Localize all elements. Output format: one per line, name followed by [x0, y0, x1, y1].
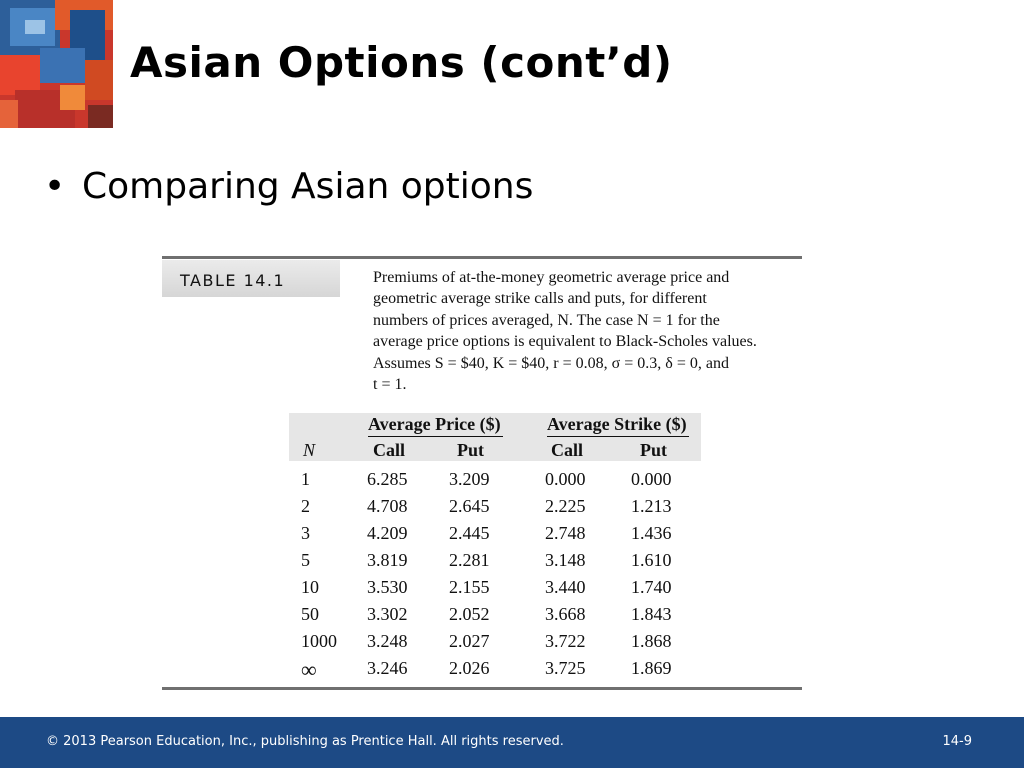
- cell-price-put: 2.645: [449, 496, 490, 516]
- cell-strike-call: 2.748: [545, 523, 586, 543]
- cell-n: 5: [301, 550, 310, 570]
- caption-line: geometric average strike calls and puts, for different: [373, 290, 707, 308]
- caption-line: Premiums of at-the-money geometric average price and: [373, 269, 730, 286]
- group-header-average-price: Average Price ($): [368, 414, 501, 434]
- cell-strike-call: 0.000: [545, 469, 586, 489]
- cell-price-call: 4.209: [367, 523, 408, 543]
- cell-strike-put: 1.610: [631, 550, 672, 570]
- decorative-painting-logo: [0, 0, 113, 128]
- slide-title: Asian Options (cont’d): [130, 38, 673, 87]
- footer-bar: [0, 717, 1024, 768]
- caption-line: t = 1.: [373, 376, 407, 394]
- col-header-strike-call: Call: [551, 440, 584, 460]
- col-header-strike-put: Put: [640, 440, 667, 460]
- cell-price-call: 3.302: [367, 604, 408, 624]
- cell-price-call: 6.285: [367, 469, 408, 489]
- cell-strike-put: 1.868: [631, 631, 672, 651]
- painting-image: [0, 0, 113, 128]
- group-underline-strike: [547, 436, 689, 437]
- cell-n: 3: [301, 523, 310, 543]
- slide-number: 14-9: [942, 734, 972, 749]
- table-bottom-rule: [162, 687, 802, 690]
- table-figure: [162, 256, 802, 692]
- cell-price-put: 2.155: [449, 577, 490, 597]
- cell-price-call: 4.708: [367, 496, 408, 516]
- footer-copyright: © 2013 Pearson Education, Inc., publishing as Prentice Hall. All rights reserved.: [46, 734, 564, 749]
- bullet-symbol: •: [44, 166, 66, 207]
- caption-line: Assumes S = $40, K = $40, r = 0.08, σ = 0.3, δ = 0, and: [373, 354, 729, 372]
- group-underline-price: [368, 436, 503, 437]
- table-top-rule: [162, 256, 802, 259]
- cell-price-put: 2.281: [449, 550, 490, 570]
- bullet-item: [44, 166, 533, 207]
- cell-price-put: 2.027: [449, 631, 490, 651]
- cell-price-call: 3.819: [367, 550, 408, 570]
- table-caption: [373, 267, 789, 395]
- cell-strike-put: 1.843: [631, 604, 672, 624]
- group-header-average-strike: Average Strike ($): [547, 414, 687, 434]
- cell-price-call: 3.246: [367, 658, 408, 678]
- cell-strike-call: 3.148: [545, 550, 586, 570]
- cell-strike-call: 3.668: [545, 604, 586, 624]
- table-label-tag: [162, 260, 340, 297]
- cell-strike-put: 1.869: [631, 658, 672, 678]
- cell-n: 1: [301, 469, 310, 489]
- cell-strike-call: 3.722: [545, 631, 586, 651]
- caption-line: numbers of prices averaged, N. The case N = 1 for the: [373, 311, 720, 329]
- cell-price-put: 2.026: [449, 658, 490, 678]
- cell-n: ∞: [301, 657, 317, 682]
- col-header-n: N: [303, 440, 316, 460]
- cell-n: 50: [301, 604, 319, 624]
- cell-price-put: 3.209: [449, 469, 490, 489]
- cell-strike-put: 1.213: [631, 496, 672, 516]
- caption-line: average price options is equivalent to Black-Scholes values.: [373, 333, 757, 351]
- bullet-text: Comparing Asian options: [82, 166, 534, 207]
- cell-n: 1000: [301, 631, 337, 651]
- cell-n: 10: [301, 577, 319, 597]
- col-header-price-put: Put: [457, 440, 484, 460]
- cell-strike-put: 0.000: [631, 469, 672, 489]
- cell-price-call: 3.248: [367, 631, 408, 651]
- cell-price-put: 2.445: [449, 523, 490, 543]
- cell-strike-call: 3.440: [545, 577, 586, 597]
- cell-strike-call: 3.725: [545, 658, 586, 678]
- cell-n: 2: [301, 496, 310, 516]
- cell-strike-put: 1.436: [631, 523, 672, 543]
- cell-price-put: 2.052: [449, 604, 490, 624]
- table-label: TABLE 14.1: [180, 271, 286, 290]
- col-header-price-call: Call: [373, 440, 406, 460]
- cell-strike-put: 1.740: [631, 577, 672, 597]
- cell-strike-call: 2.225: [545, 496, 586, 516]
- cell-price-call: 3.530: [367, 577, 408, 597]
